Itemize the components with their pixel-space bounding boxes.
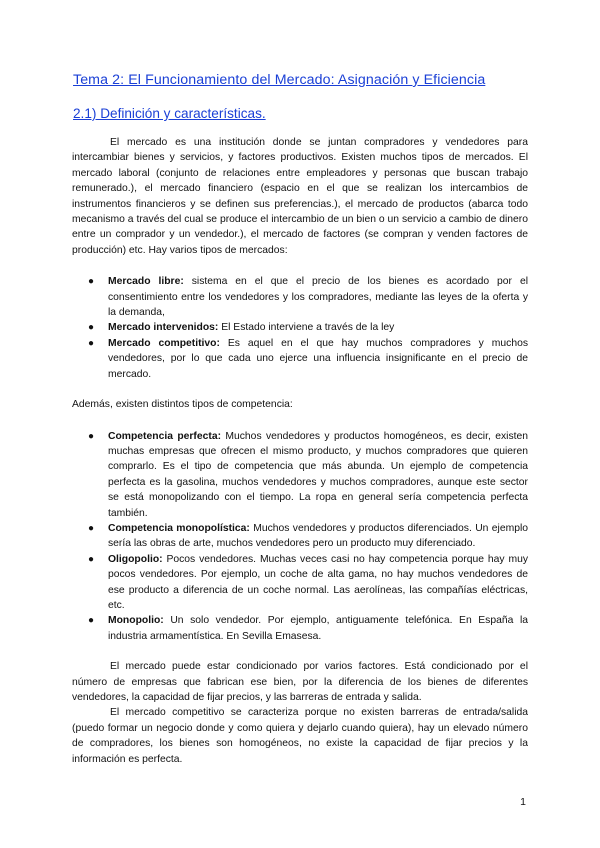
list-item-term: Competencia monopolística: (108, 522, 250, 534)
document-title: Tema 2: El Funcionamiento del Mercado: Asignación y Eficiencia (73, 72, 486, 88)
competition-intro: Además, existen distintos tipos de competencia: (72, 399, 293, 411)
bullet-icon: ● (88, 337, 95, 349)
competition-types-list (88, 429, 528, 645)
list-item-term: Mercado intervenidos: (108, 322, 219, 334)
list-item-term: Mercado libre: (108, 276, 184, 288)
list-item-term: Oligopolio: (108, 553, 163, 565)
list-item-term: Monopolio: (108, 615, 164, 627)
list-item-text: Es aquel en el que hay muchos compradores y muchos vendedores, por lo que cada uno ejerce una influencia insignificante en el precio de mercado. (108, 337, 528, 380)
list-item (88, 429, 528, 521)
list-item (88, 552, 528, 614)
bullet-icon: ● (88, 430, 95, 442)
document-page (72, 70, 528, 767)
page-number: 1 (520, 796, 526, 808)
list-item-text: Muchos vendedores y productos diferenciados. Un ejemplo sería las obras de arte, muchos vendedores pero un producto muy diferenciado. (108, 522, 528, 550)
bullet-icon: ● (88, 322, 95, 334)
list-item (88, 320, 528, 335)
list-item-text: Muchos vendedores y productos homogéneos, es decir, existen muchas empresas que ofrecen el mismo producto, y muchos compradores que quieren comprarlo. Es el tipo de competencia que más abunda. Un ejemplo de competencia perfecta es la gasolina, muchos vendedores y muchos compradores, aunque este sector se está monopolizando con el tiempo. La ropa en general sería competencia perfecta también. (108, 430, 528, 519)
list-item (88, 336, 528, 382)
list-item (88, 274, 528, 320)
list-item-text: El Estado interviene a través de la ley (218, 322, 395, 334)
list-item-term: Competencia perfecta: (108, 430, 222, 442)
list-item (88, 613, 528, 644)
conditions-paragraph: El mercado puede estar condicionado por varios factores. Está condicionado por el número de empresas que fabrican ese bien, por la diferencia de los bienes de diferentes vendedores, la capacidad de fijar precios, y las barreras de entrada y salida. (72, 661, 528, 703)
market-types-list (88, 274, 528, 382)
list-item (88, 521, 528, 552)
competitive-market-paragraph: El mercado competitivo se caracteriza porque no existen barreras de entrada/salida (puedo formar un negocio donde y como quiera y dejarlo cuando quiera), hay un elevado número de compradores, los bienes son homogéneos, no existe la capacidad de fijar precios y la información es perfecta. (72, 707, 528, 765)
list-item-text: sistema en el que el precio de los bienes es acordado por el consentimiento entre los vendedores y los compradores, mediante las leyes de la oferta y la demanda, (108, 276, 528, 319)
list-item-text: Pocos vendedores. Muchas veces casi no hay competencia porque hay muy pocos vendedores. Por ejemplo, un coche de alta gama, no hay muchos vendedores de ese producto a diferencia de un coche normal. Las aerolíneas, las compañías eléctricas, etc. (108, 553, 528, 611)
bullet-icon: ● (88, 553, 95, 565)
intro-paragraph: El mercado es una institución donde se juntan compradores y vendedores para intercambiar bienes y servicios, y factores productivos. Existen muchos tipos de mercados. El mercado laboral (conjunto de relaciones entre empleadores y personas que buscan trabajo remunerado.), el mercado financiero (espacio en el que se realizan los intercambios de instrumentos financieros y se definen sus preferencias.), el mercado de productos (abarca todo mecanismo a través del cual se produce el intercambio de un bien o un servicio a cambio de dinero entre un comprador y un vendedor.), el mercado de factores (se compran y venden factores de producción) etc. Hay varios tipos de mercados: (72, 137, 528, 256)
bullet-icon: ● (88, 522, 95, 534)
bullet-icon: ● (88, 615, 95, 627)
bullet-icon: ● (88, 276, 95, 288)
list-item-text: Un solo vendedor. Por ejemplo, antiguamente telefónica. En España la industria armamentística. En Sevilla Emasesa. (108, 615, 528, 642)
section-heading: 2.1) Definición y características. (73, 106, 266, 121)
list-item-term: Mercado competitivo: (108, 337, 220, 349)
